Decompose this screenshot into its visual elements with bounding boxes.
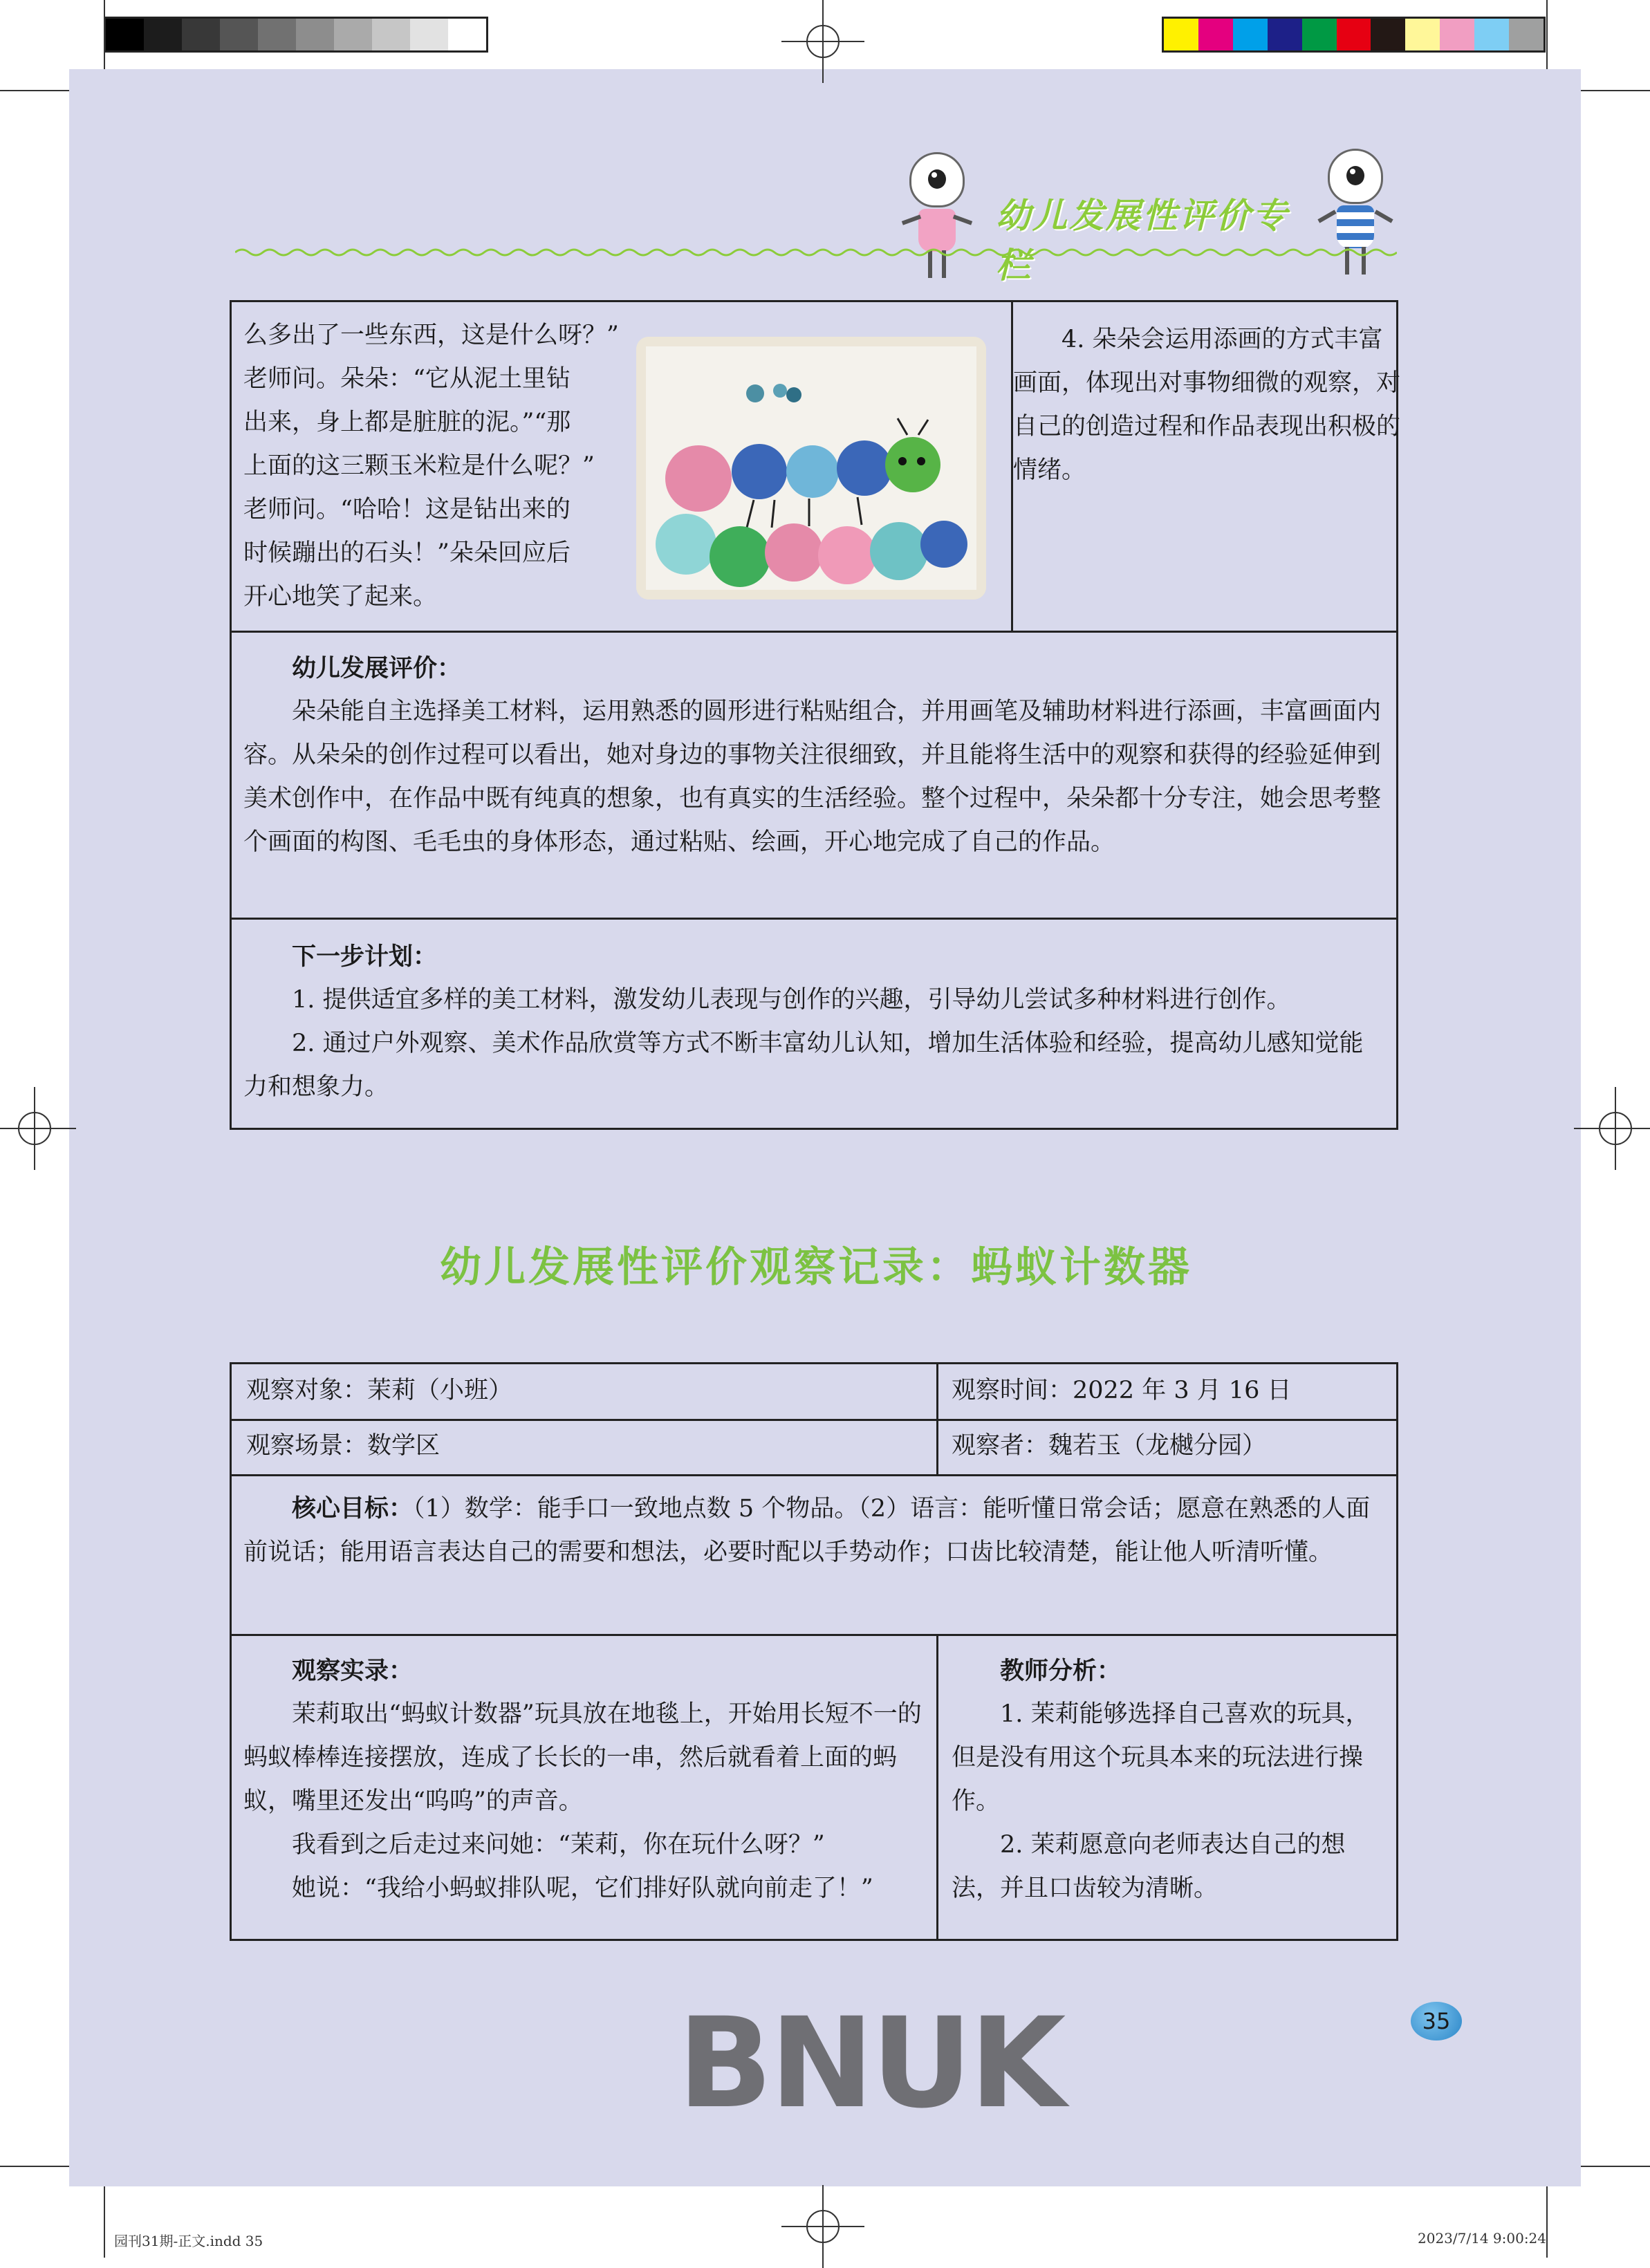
evaluation-heading: 幼儿发展评价：	[292, 654, 462, 682]
crop-mark	[1581, 90, 1650, 91]
record-heading: 观察实录：	[292, 1657, 414, 1685]
gray-swatch	[144, 19, 182, 50]
core-goal-text: （1）数学：能手口一致地点数 5 个物品。（2）语言：能听懂日常会话；愿意在熟悉的人面前说话；能用语言表达自己的需要和想法，必要时配以手势动作；口齿比较清楚，能让他人听清听懂。	[243, 1495, 1371, 1566]
color-swatch	[1302, 19, 1337, 50]
column-header-title: 幼儿发展性评价专栏	[996, 196, 1289, 286]
gray-swatch	[220, 19, 258, 50]
color-swatch	[1405, 19, 1440, 50]
story-line: 老师问。“哈哈！这是钻出来的	[243, 496, 571, 523]
record-paragraph-2: 我看到之后走过来问她：“茉莉，你在玩什么呀？”	[292, 1831, 825, 1859]
color-swatch	[1337, 19, 1371, 50]
core-goal-heading: 核心目标：	[292, 1494, 414, 1523]
right-note-text: 4. 朵朵会运用添画的方式丰富画面，体现出对事物细微的观察，对自己的创造过程和作品表现出积极的情绪。	[1013, 326, 1401, 484]
slug-timestamp: 2023/7/14 9:00:24	[1418, 2230, 1547, 2247]
crop-mark	[0, 90, 69, 91]
story-line: 开心地笑了起来。	[243, 583, 438, 611]
color-swatch	[1164, 19, 1198, 50]
registration-mark-left	[0, 1087, 76, 1170]
analysis-heading: 教师分析：	[1000, 1657, 1122, 1685]
gray-swatch	[372, 19, 410, 50]
crop-mark	[1581, 2166, 1650, 2167]
plan-heading: 下一步计划：	[292, 942, 438, 971]
story-line: 出来，身上都是脏脏的泥。”“那	[243, 409, 571, 436]
slug-filename: 园刊31期-正文.indd 35	[114, 2233, 263, 2249]
story-line: 么多出了一些东西，这是什么呀？”	[243, 322, 619, 349]
color-swatch	[1198, 19, 1233, 50]
page-number-badge: 35	[1411, 2002, 1462, 2041]
story-text-block	[243, 314, 631, 619]
story-line: 老师问。朵朵：“它从泥土里钻	[243, 365, 571, 393]
registration-mark-bottom	[781, 2185, 864, 2268]
observation-scene: 观察场景：数学区	[246, 1432, 441, 1460]
crop-mark	[104, 0, 105, 69]
table-divider	[936, 1634, 938, 1941]
plan-item-2: 2. 通过户外观察、美术作品欣赏等方式不断丰富幼儿认知，增加生活体验和经验，提高幼儿感知觉能力和想象力。	[243, 1030, 1364, 1101]
right-note	[1013, 318, 1400, 492]
observation-time: 观察时间：2022 年 3 月 16 日	[952, 1377, 1292, 1404]
table-divider	[230, 631, 1398, 633]
gray-swatch	[258, 19, 296, 50]
color-swatch	[1268, 19, 1302, 50]
observation-subject: 观察对象：茉莉（小班）	[246, 1377, 513, 1404]
section-title: 幼儿发展性评价观察记录：蚂蚁计数器	[440, 1243, 1192, 1292]
watermark: BNUK	[678, 1991, 1064, 2136]
caterpillar-collage-photo	[636, 337, 986, 599]
registration-mark-right	[1574, 1087, 1650, 1170]
crop-mark	[1546, 2186, 1548, 2258]
crop-mark	[104, 2186, 105, 2258]
analysis-paragraph-1: 1. 茉莉能够选择自己喜欢的玩具，但是没有用这个玩具本来的玩法进行操作。	[952, 1700, 1370, 1815]
mascot-girl-icon	[906, 152, 968, 290]
gray-swatch	[334, 19, 372, 50]
evaluation-text: 朵朵能自主选择美工材料，运用熟悉的圆形进行粘贴组合，并用画笔及辅助材料进行添画，丰富画面内容。从朵朵的创作过程可以看出，她对身边的事物关注很细致，并且能将生活中的观察和获得的经验延伸到美术创作中，在作品中既有纯真的想象，也有真实的生活经验。整个过程中，朵朵都十分专注，她会思考整个画面的构图、毛毛虫的身体形态，通过粘贴、绘画，开心地完成了自己的作品。	[243, 698, 1382, 856]
color-swatch	[1474, 19, 1509, 50]
crop-mark	[0, 2166, 69, 2167]
gray-swatch	[106, 19, 144, 50]
plan-item-1: 1. 提供适宜多样的美工材料，激发幼儿表现与创作的兴趣，引导幼儿尝试多种材料进行创作。	[292, 986, 1291, 1014]
mascot-boy-icon	[1324, 149, 1387, 287]
gray-swatch	[296, 19, 334, 50]
record-paragraph-3: 她说：“我给小蚂蚁排队呢，它们排好队就向前走了！”	[292, 1875, 873, 1902]
plan-section	[243, 935, 1384, 1109]
color-swatch	[1509, 19, 1544, 50]
table-divider	[230, 1419, 1398, 1421]
crop-mark	[1546, 0, 1548, 69]
analysis-paragraph-2: 2. 茉莉愿意向老师表达自己的想法，并且口齿较为清晰。	[952, 1831, 1346, 1902]
record-paragraph-1: 茉莉取出“蚂蚁计数器”玩具放在地毯上，开始用长短不一的蚂蚁棒棒连接摆放，连成了长长的一串，然后就看着上面的蚂蚁，嘴里还发出“呜呜”的声音。	[243, 1700, 922, 1815]
story-line: 时候蹦出的石头！”朵朵回应后	[243, 539, 571, 567]
table-divider	[230, 1474, 1398, 1476]
record-section	[243, 1649, 928, 1911]
analysis-section	[952, 1649, 1387, 1911]
gray-swatch	[182, 19, 220, 50]
grayscale-calibration-bar	[104, 17, 488, 53]
gray-swatch	[448, 19, 486, 50]
core-goal-section	[243, 1487, 1384, 1574]
header-divider-wave	[235, 245, 1397, 259]
color-swatch	[1233, 19, 1268, 50]
table-divider	[230, 1634, 1398, 1636]
gray-swatch	[410, 19, 448, 50]
evaluation-section	[243, 647, 1384, 864]
observer-name: 观察者：魏若玉（龙樾分园）	[952, 1432, 1267, 1460]
table-divider	[230, 918, 1398, 920]
color-swatch	[1440, 19, 1474, 50]
registration-mark-top	[781, 0, 864, 83]
color-swatch	[1371, 19, 1405, 50]
color-calibration-bar	[1162, 17, 1546, 53]
story-line: 上面的这三颗玉米粒是什么呢？”	[243, 452, 595, 480]
